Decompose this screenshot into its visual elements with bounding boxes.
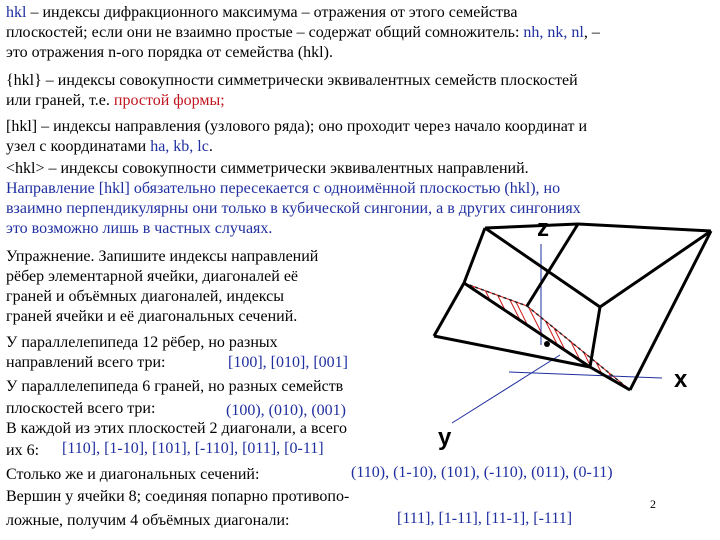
text-segment: – индексы дифракционного максимума – отражения от этого семейства xyxy=(26,4,518,21)
text-segment: , – xyxy=(583,24,600,41)
answer-faces-line2: плоскостей всего три: xyxy=(6,400,156,417)
exercise-line3: граней и объёмных диагоналей, индексы xyxy=(6,288,285,305)
axis-label-x: x xyxy=(674,366,688,393)
answer-edges-line2: направлений всего три: xyxy=(6,354,166,371)
paragraph-brackets-line1: [hkl] – индексы направления (узлового ряда); оно проходит через начало координат и xyxy=(6,118,588,135)
answer-sections-values: (110), (1-10), (101), (-110), (011), (0-11) xyxy=(351,464,613,481)
text-segment: узел с координатами xyxy=(6,138,151,155)
exercise-line1: Упражнение. Запишите индексы направлений xyxy=(6,248,319,265)
answer-diagonals-line2: их 6: xyxy=(6,442,40,459)
term-nh-nk-nl: nh, nk, nl xyxy=(523,24,584,41)
answer-body-diagonals-values: [111], [1-11], [11-1], [-111] xyxy=(397,510,573,527)
axis-label-y: y xyxy=(438,424,452,451)
answer-faces-values: (100), (010), (001) xyxy=(226,402,346,419)
answer-body-diagonals-line1: Вершин у ячейки 8; соединяя попарно противопо- xyxy=(6,488,350,505)
exercise-line4: граней ячейки и её диагональных сечений. xyxy=(6,308,298,325)
term-ha-kb-lc: ha, kb, lc xyxy=(150,138,209,155)
paragraph-note-line1: Направление [hkl] обязательно пересекается с одноимённой плоскостью (hkl), но xyxy=(6,180,561,197)
text-segment: . xyxy=(208,138,213,155)
text-segment: или граней, т.е. xyxy=(6,92,114,109)
parallelepiped-edges xyxy=(434,224,711,390)
y-axis-line xyxy=(452,355,560,423)
paragraph-hkl-line3: это отражения n-ого порядка от семейства (hkl). xyxy=(6,44,333,61)
paragraph-note-line2: взаимно перпендикулярны они только в кубической сингонии, а в других сингониях xyxy=(6,200,581,217)
answer-edges-line1: У параллелепипеда 12 рёбер, но разных xyxy=(6,334,278,351)
paragraph-angle-line1: <hkl> – индексы совокупности симметрически эквивалентных направлений. xyxy=(6,160,529,177)
page-number: 2 xyxy=(650,497,656,511)
term-simple-form: простой формы; xyxy=(113,92,225,109)
answer-sections-line: Столько же и диагональных сечений: xyxy=(6,466,260,483)
axis-label-z: z xyxy=(537,215,549,242)
answer-body-diagonals-line2: ложные, получим 4 объёмных диагонали: xyxy=(6,512,290,529)
term-hkl: hkl xyxy=(6,4,27,21)
center-point xyxy=(544,341,550,347)
answer-diagonals-values: [110], [1-10], [101], [-110], [011], [0-11] xyxy=(62,440,324,457)
answer-diagonals-line1: В каждой из этих плоскостей 2 диагонали, а всего xyxy=(6,420,347,437)
answer-edges-values: [100], [010], [001] xyxy=(228,354,348,371)
exercise-line2: рёбер элементарной ячейки, диагоналей её xyxy=(6,268,299,285)
paragraph-note-line3: это возможно лишь в частных случаях. xyxy=(6,220,273,237)
answer-faces-line1: У параллелепипеда 6 граней, но разных семейств xyxy=(6,378,344,395)
text-segment: плоскостей; если они не взаимно простые – содержат общий сомножитель: xyxy=(6,24,524,41)
paragraph-braces-line1: {hkl} – индексы совокупности симметрически эквивалентных семейств плоскостей xyxy=(6,72,578,89)
